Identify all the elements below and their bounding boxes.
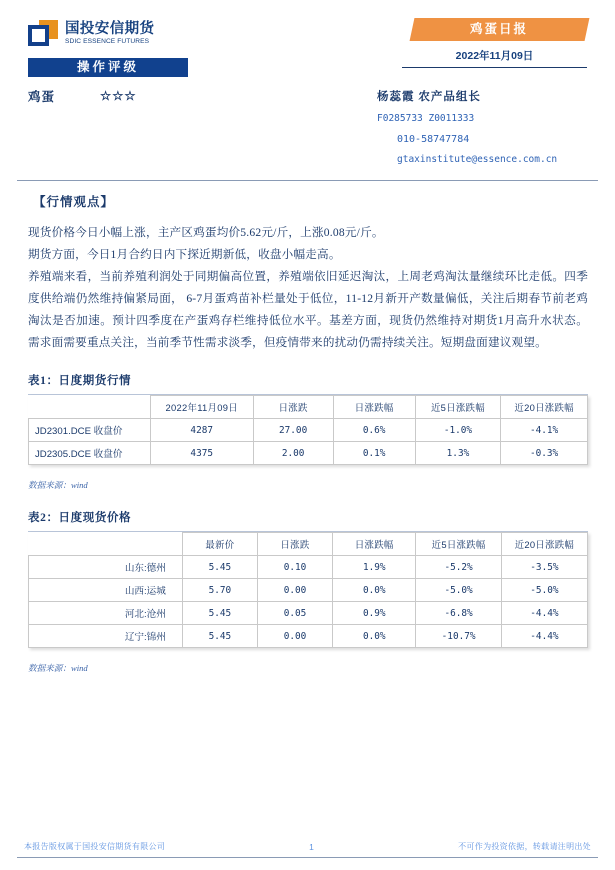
table2-source-note: 数据来源：wind: [28, 663, 88, 673]
table1-r0-c2: 27.00: [253, 419, 333, 442]
report-date: 2022年11月09日: [402, 48, 587, 68]
company-logo: [28, 20, 154, 48]
analyst-name: 杨蕊霞 农产品组长: [377, 91, 481, 103]
analyst-phone: 010-58747784: [397, 134, 470, 145]
table2-r0-c5: -3.5%: [501, 556, 587, 579]
analyst-email: gtaxinstitute@essence.com.cn: [397, 154, 558, 165]
table2-r2-c2: 0.05: [257, 602, 332, 625]
table2-r0-c3: 1.9%: [333, 556, 416, 579]
market-view-body: [28, 222, 588, 354]
table2-r3-c1: 5.45: [182, 625, 257, 648]
table2-r3-c3: 0.0%: [333, 625, 416, 648]
table2-r0-c1: 5.45: [182, 556, 257, 579]
logo-company-name-cn: 国投安信期货: [65, 21, 155, 37]
rating-product-label: 鸡蛋: [28, 90, 56, 104]
table-row: [29, 419, 588, 442]
market-view-paragraph-3: 养殖端来看，当前养殖利润处于同期偏高位置，养殖端依旧延迟淘汰，上周老鸡淘汰量继续环比走低。四季度供给端仍然维持偏紧局面， 6-7月蛋鸡苗补栏量处于低位，11-12月新开产数量偏低，关注后期春节前老鸡淘汰是否加速。预计四季度在产蛋鸡存栏维持低位水平。基差方面，现货仍然维持对期货1月高升水状态。需求面需要重点关注，当前季节性需求淡季，但疫情带来的扰动仍需持续关注。短期盘面建议观望。: [28, 270, 588, 349]
table1-r0-c1: 4287: [150, 419, 253, 442]
table1-header-cell-0: [29, 396, 151, 419]
page-header: [0, 0, 615, 178]
market-view-heading: 【行情观点】: [33, 195, 115, 209]
table2-header-cell-2: 日涨跌: [257, 533, 332, 556]
report-title-text: 鸡蛋日报: [470, 22, 529, 36]
page-footer: [24, 841, 591, 852]
table1-header-cell-3: 日涨跌幅: [333, 396, 415, 419]
table1-r0-c5: -4.1%: [501, 419, 588, 442]
market-view-paragraph-1: 现货价格今日小幅上涨，主产区鸡蛋均价5.62元/斤，上涨0.08元/斤。: [28, 226, 384, 239]
table-row: [29, 442, 588, 465]
table1-header-cell-2: 日涨跌: [253, 396, 333, 419]
table2-r1-c2: 0.00: [257, 579, 332, 602]
table2-header-cell-1: 最新价: [182, 533, 257, 556]
rating-row: [28, 87, 228, 105]
table1-r1-c5: -0.3%: [501, 442, 588, 465]
rating-stars-icon: ☆☆☆: [100, 89, 137, 103]
table2-r1-c5: -5.0%: [501, 579, 587, 602]
table2-r1-c3: 0.0%: [333, 579, 416, 602]
table2-r0-c2: 0.10: [257, 556, 332, 579]
table1-r1-c3: 0.1%: [333, 442, 415, 465]
table2-r1-c4: -5.0%: [416, 579, 501, 602]
table1-r1-c1: 4375: [150, 442, 253, 465]
header-divider: [17, 180, 598, 181]
table2-r3-c2: 0.00: [257, 625, 332, 648]
logo-company-name-en: SDIC ESSENCE FUTURES: [65, 37, 150, 45]
table1-r0-c4: -1.0%: [415, 419, 501, 442]
table-row: [29, 579, 588, 602]
table2-r3-c5: -4.4%: [501, 625, 587, 648]
table1-r0-c0: JD2301.DCE 收盘价: [29, 419, 151, 442]
spot-prices-table: [28, 532, 588, 648]
analyst-contact-block: [365, 88, 595, 165]
report-title-banner: [410, 18, 590, 41]
page-content: [28, 192, 588, 674]
table2-r2-c3: 0.9%: [333, 602, 416, 625]
market-view-paragraph-2: 期货方面，今日1月合约日内下探近期新低，收盘小幅走高。: [28, 248, 341, 261]
table1-caption: 表1：日度期货行情: [28, 375, 132, 387]
table1-block: [28, 372, 588, 491]
table1-r1-c2: 2.00: [253, 442, 333, 465]
table2-r2-c5: -4.4%: [501, 602, 587, 625]
table2-header-cell-0: [29, 533, 183, 556]
table1-r1-c4: 1.3%: [415, 442, 501, 465]
footer-page-number: 1: [309, 841, 315, 852]
table2-r2-c1: 5.45: [182, 602, 257, 625]
table1-header-row: [29, 396, 588, 419]
table1-r1-c0: JD2305.DCE 收盘价: [29, 442, 151, 465]
table1-wrapper: [28, 394, 588, 465]
table2-r0-c0: 山东:德州: [29, 556, 183, 579]
table2-r1-c1: 5.70: [182, 579, 257, 602]
table2-r2-c4: -6.8%: [416, 602, 501, 625]
table-row: [29, 625, 588, 648]
table2-r0-c4: -5.2%: [416, 556, 501, 579]
table2-caption: 表2：日度现货价格: [28, 512, 132, 524]
table2-block: [28, 509, 588, 674]
table1-header-cell-4: 近5日涨跌幅: [415, 396, 501, 419]
table1-header-cell-1: 2022年11月09日: [150, 396, 253, 419]
futures-quotes-table: [28, 395, 588, 465]
table2-header-cell-3: 日涨跌幅: [333, 533, 416, 556]
analyst-license: F0285733 Z0011333: [377, 113, 475, 124]
table2-wrapper: [28, 531, 588, 648]
table-row: [29, 556, 588, 579]
logo-blue-square: [28, 25, 49, 46]
table2-r1-c0: 山西:运城: [29, 579, 183, 602]
logo-mark-icon: [28, 20, 58, 48]
table2-r2-c0: 河北:沧州: [29, 602, 183, 625]
rating-bar-title: 操作评级: [28, 58, 188, 77]
table2-r3-c0: 辽宁:锦州: [29, 625, 183, 648]
table2-header-row: [29, 533, 588, 556]
table-row: [29, 602, 588, 625]
table2-header-cell-4: 近5日涨跌幅: [416, 533, 501, 556]
table1-r0-c3: 0.6%: [333, 419, 415, 442]
table1-source-note: 数据来源：wind: [28, 480, 88, 490]
footer-disclaimer: 不可作为投资依据，转载请注明出处: [458, 842, 591, 851]
footer-divider: [17, 857, 598, 858]
table2-header-cell-5: 近20日涨跌幅: [501, 533, 587, 556]
footer-copyright: 本报告版权属于国投安信期货有限公司: [24, 842, 166, 851]
table2-r3-c4: -10.7%: [416, 625, 501, 648]
table1-header-cell-5: 近20日涨跌幅: [501, 396, 588, 419]
